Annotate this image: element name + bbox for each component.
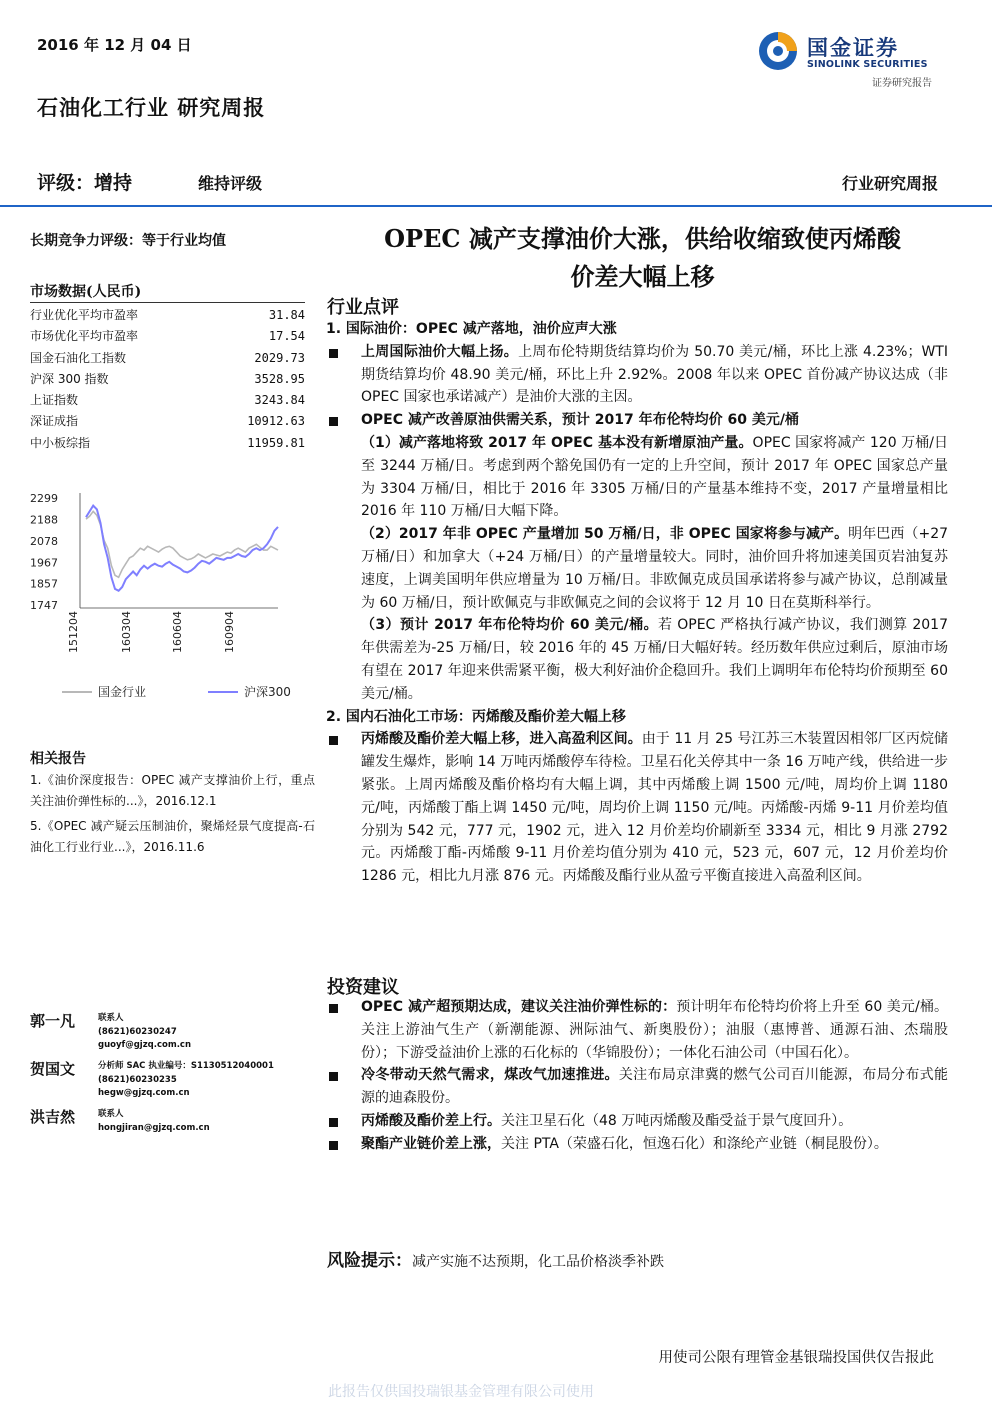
analyst-contact: 联系人 hongjiran@gjzq.com.cn: [98, 1109, 210, 1133]
numbered-paragraph: （1）减产落地将致 2017 年 OPEC 基本没有新增原油产量。OPEC 国家将减产 120 万桶/日至 3244 万桶/日。考虑到两个豁免国仍有一定的上升空间，预计 2017 年 OPEC 国家总产量为 3304 万桶/日，相比于 2016 年 3305 万桶/日的产量基本维持不变，2017 产量增量相比 2016 年 110 万桶/日大幅下降。: [361, 434, 949, 520]
market-data-divider: [30, 302, 305, 303]
market-row: 市场优化平均市盈率 17.54: [30, 329, 305, 344]
long-term-rating: 长期竞争力评级：等于行业均值: [30, 233, 226, 249]
industry-title: 石油化工行业 研究周报: [37, 95, 266, 120]
x-tick-label: 160604: [171, 611, 184, 653]
section-heading-review: 行业点评: [327, 297, 399, 318]
report-title: OPEC 减产支撑油价大涨，供给收缩致使丙烯酸 价差大幅上移: [384, 224, 901, 291]
section-heading-investment: 投资建议: [327, 977, 399, 998]
x-tick-label: 160904: [223, 611, 236, 653]
x-tick-label: 151204: [67, 611, 80, 653]
x-tick-label: 160304: [120, 611, 133, 653]
bullet-icon: [329, 1004, 338, 1013]
analyst-contact: 联系人 (8621)60230247 guoyf@gjzq.com.cn: [98, 1013, 192, 1050]
bullet-paragraph: 冷冬带动天然气需求，煤改气加速推进。关注布局京津冀的燃气公司百川能源，布局分布式能源的迪森股份。: [326, 1064, 948, 1110]
numbered-paragraph: （3）预计 2017 年布伦特均价 60 美元/桶。若 OPEC 严格执行减产协议，我们测算 2017 年供需差为-25 万桶/日，较 2016 年的 45 万桶/日大幅好转。经历数年供应过剩后，原油市场有望在 2017 年迎来供需紧平衡，极大利好油价企稳回升。我们上调明年布伦特均价预期至 60 美元/桶。: [361, 617, 948, 702]
analyst-contact: 分析师 SAC 执业编号：S1130512040001 (8621)60230235 hegw@gjzq.com.cn: [98, 1061, 274, 1098]
market-row: 行业优化平均市盈率 31.84: [30, 308, 305, 322]
report-type: 行业研究周报: [841, 174, 938, 193]
bullet-icon: [329, 349, 338, 358]
y-tick-label: 2078: [30, 534, 58, 548]
risk-warning: [327, 1246, 664, 1271]
analyst-name: 郭一凡: [30, 1012, 76, 1030]
market-data-title: 市场数据(人民币): [30, 284, 142, 300]
series-line: [86, 511, 278, 577]
bullet-paragraph: 丙烯酸及酯价差上行。关注卫星石化（48 万吨丙烯酸及酯受益于景气度回升）。: [326, 1110, 948, 1133]
y-tick-label: 1967: [30, 556, 58, 570]
report-date: 2016 年 12 月 04 日: [37, 36, 192, 54]
legend-label: 国金行业: [98, 685, 147, 699]
watermark: 此报告仅供国投瑞银基金管理有限公司使用: [328, 1384, 594, 1400]
market-row: 深证成指 10912.63: [30, 414, 305, 429]
logo-name: 国金证券: [807, 36, 899, 60]
market-row: 上证指数 3243.84: [30, 393, 305, 408]
analyst-card: [30, 1106, 320, 1146]
header-divider: [0, 205, 992, 207]
logo-english-name: SINOLINK SECURITIES: [807, 59, 928, 70]
analyst-name: 贺国文: [30, 1060, 76, 1078]
risk-label: 风险提示：: [327, 1251, 412, 1271]
market-data-table: [30, 305, 305, 454]
y-tick-label: 2299: [30, 492, 58, 505]
analyst-card: [30, 1010, 320, 1060]
related-report-item: 5.《OPEC 减产疑云压制油价，聚烯烃景气度提高-石油化工行业行业...》，2016.11.6: [30, 819, 315, 854]
subheading-oil: 1. 国际油价：OPEC 减产落地，油价应声大涨: [326, 321, 617, 337]
rating: 评级：增持: [37, 172, 133, 194]
bullet-paragraph: 聚酯产业链价差上涨，关注 PTA（荣盛石化，恒逸石化）和涤纶产业链（桐昆股份）。: [326, 1133, 948, 1156]
market-row: 中小板综指 11959.81: [30, 435, 305, 450]
bullet-paragraph: OPEC 减产超预期达成，建议关注油价弹性标的：预计明年布伦特均价将上升至 60 美元/桶。关注上游油气生产（新潮能源、洲际油气、新奥股份）；油服（惠博普、通源石油、杰瑞股份）；下游受益油价上涨的石化标的（华锦股份）；一体化石油公司（中国石化）。: [326, 996, 948, 1064]
index-line-chart: [28, 480, 313, 710]
market-row: 国金石油化工指数 2029.73: [30, 350, 305, 365]
logo-icon: [757, 30, 799, 72]
analyst-card: [30, 1058, 320, 1108]
legend-label: 沪深300: [244, 685, 291, 699]
related-reports: [30, 770, 315, 862]
bullet-paragraph: 丙烯酸及酯价差大幅上移，进入高盈利区间。由于 11 月 25 号江苏三木装置因相邻厂区丙烷储罐发生爆炸，影响 14 万吨丙烯酸停车待检。卫星石化关停其中一条 16 万吨产线，供给进一步紧张。上周丙烯酸及酯价格均有大幅上调，其中丙烯酸上调 1500 元/吨，周均价上调 1180 元/吨，丙烯酸丁酯上调 1450 元/吨，周均价上调 1150 元/吨。丙烯酸-丙烯 9-11 月价差均值分别为 542 元，777 元，1902 元，进入 12 月价差均价刷新至 3334 元，相比 9 月涨 2792 元。丙烯酸丁酯-丙烯酸 9-11 月价差均值分别为 410 元，523 元，607 元，12 月价差均价 1286 元，相比九月涨 876 元。丙烯酸及酯行业从盈亏平衡直接进入高盈利区间。: [326, 728, 948, 888]
market-row: 沪深 300 指数 3528.95: [30, 371, 305, 386]
bullet-icon: [329, 1072, 338, 1081]
footer-text: 用使司公限有理管金基银瑞投国供仅告报此: [658, 1350, 934, 1366]
numbered-paragraph: （2）2017 年非 OPEC 产量增加 50 万桶/日，非 OPEC 国家将参与减产。明年巴西（+27 万桶/日）和加拿大（+24 万桶/日）的产量增量较大。同时，油价回升将加速美国页岩油复苏速度，上调美国明年供应增量为 10 万桶/日。非欧佩克成员国承诺将参与减产协议，总削减量为 60 万桶/日，预计欧佩克与非欧佩克之间的会议将于 12 月 10 日在莫斯科举行。: [361, 526, 949, 611]
bullet-icon: [329, 1118, 338, 1127]
rating-status: 维持评级: [198, 174, 263, 193]
y-tick-label: 2188: [30, 513, 58, 527]
bullet-icon: [329, 417, 338, 426]
related-report-item: 1.《油价深度报告：OPEC 减产支撑油价上行，重点关注油价弹性标的...》，2016.12.1: [30, 773, 315, 808]
related-reports-title: 相关报告: [30, 751, 86, 767]
investment-body: [326, 996, 948, 1156]
analyst-name: 洪吉然: [30, 1108, 76, 1126]
bullet-paragraph: OPEC 减产改善原油供需关系，预计 2017 年布伦特均价 60 美元/桶: [326, 409, 948, 432]
y-tick-label: 1747: [30, 599, 58, 612]
logo-subtitle: 证券研究报告: [872, 78, 932, 89]
bullet-icon: [329, 1141, 338, 1150]
subheading-domestic: 2. 国内石油化工市场：丙烯酸及酯价差大幅上移: [326, 708, 626, 725]
brand-logo: [757, 28, 957, 88]
bullet-icon: [329, 736, 338, 745]
y-tick-label: 1857: [30, 577, 58, 591]
bullet-paragraph: 上周国际油价大幅上扬。上周布伦特期货结算均价为 50.70 美元/桶，环比上涨 4.23%；WTI 期货结算均价 48.90 美元/桶，环比上升 2.92%。2008 年以来 OPEC 首份减产协议达成（非 OPEC 国家也承诺减产）是油价大涨的主因。: [326, 341, 948, 409]
review-body: [326, 318, 948, 888]
risk-text: 减产实施不达预期，化工品价格淡季补跌: [412, 1254, 664, 1270]
